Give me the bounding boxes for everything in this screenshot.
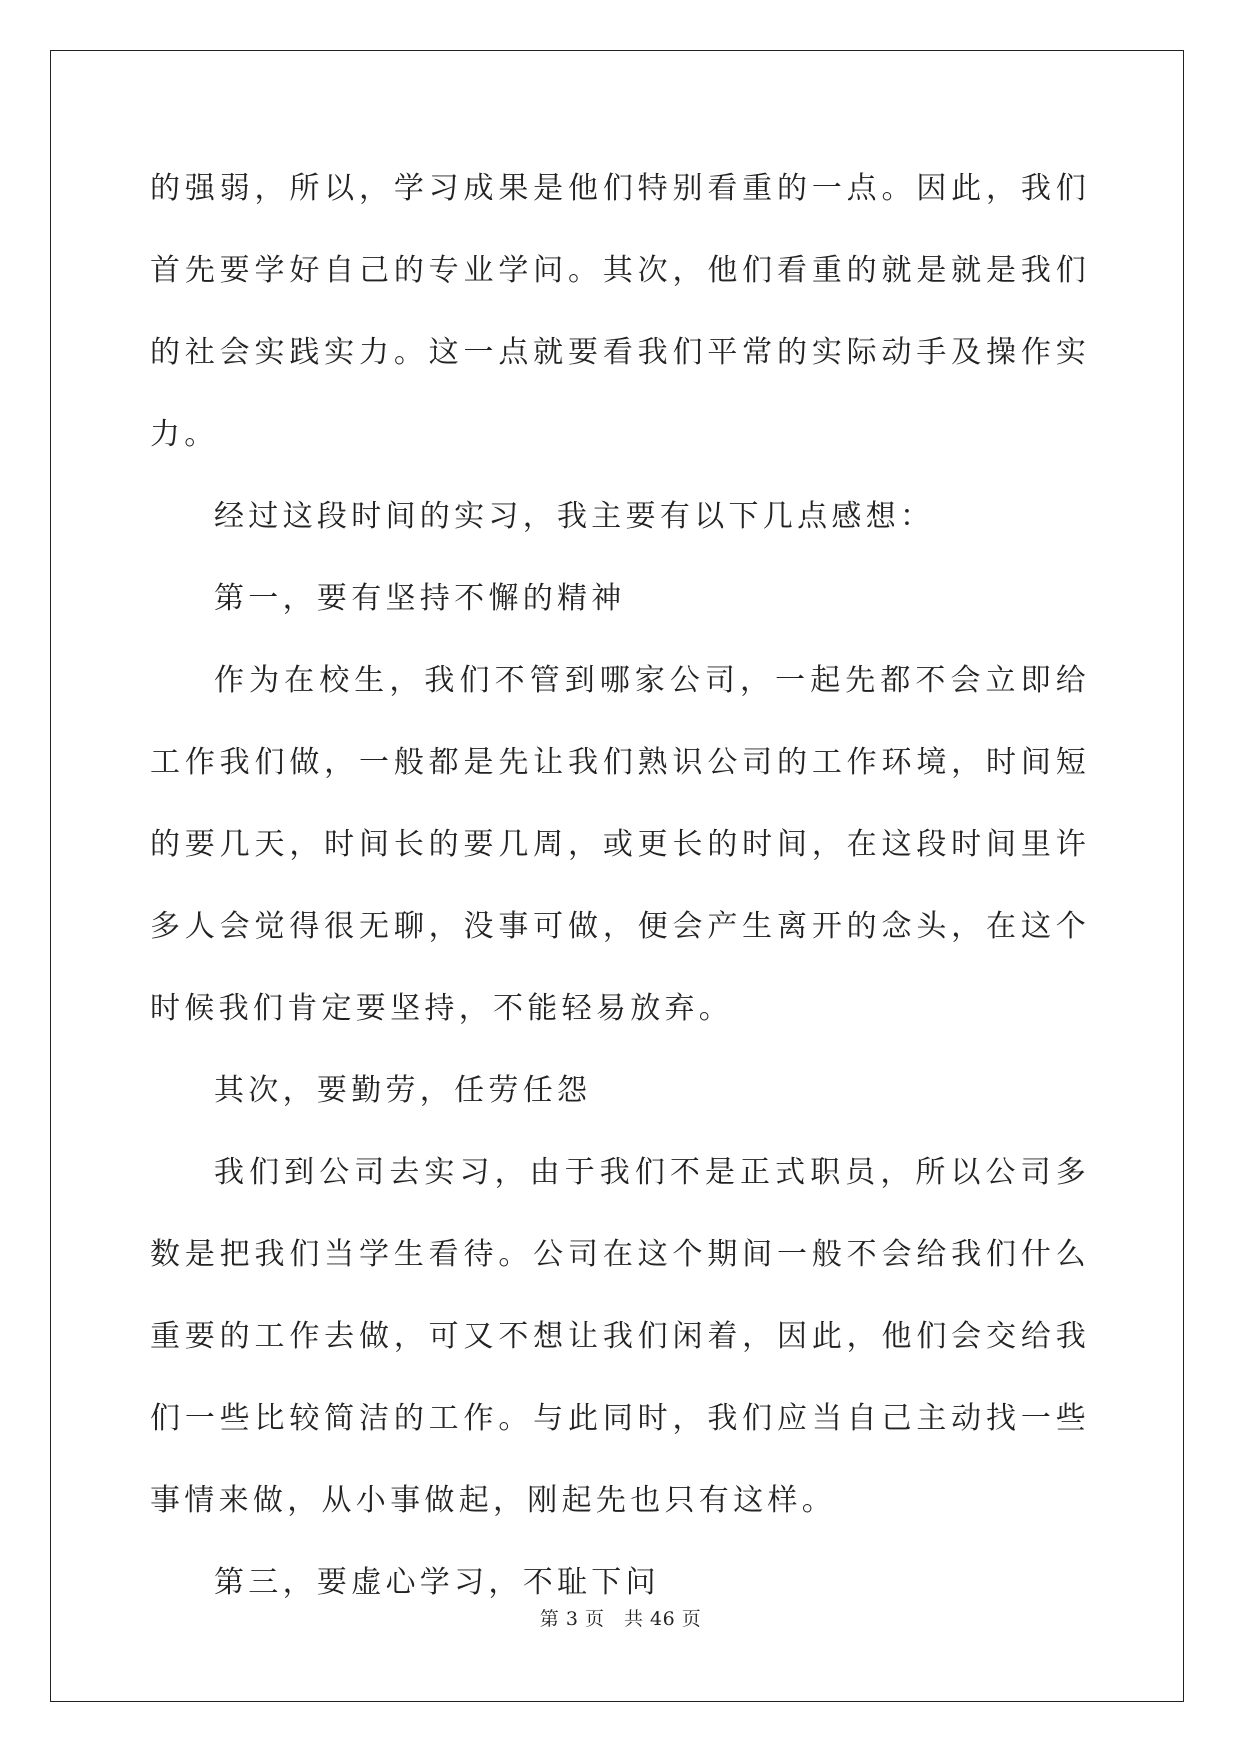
paragraph: 作为在校生，我们不管到哪家公司，一起先都不会立即给工作我们做，一般都是先让我们熟识公司的工作环境，时间短的要几天，时间长的要几周，或更长的时间，在这段时间里许多人会觉得很无聊，没事可做，便会产生离开的念头，在这个时候我们肯定要坚持，不能轻易放弃。 — [150, 663, 1090, 1026]
document-body — [150, 148, 1090, 1624]
section-heading: 第一，要有坚持不懈的精神 — [214, 581, 626, 616]
paragraph: 经过这段时间的实习，我主要有以下几点感想： — [214, 499, 935, 534]
section-heading: 其次，要勤劳，任劳任怨 — [214, 1073, 592, 1108]
paragraph: 的强弱，所以，学习成果是他们特别看重的一点。因此，我们首先要学好自己的专业学问。其次，他们看重的就是就是我们的社会实践实力。这一点就要看我们平常的实际动手及操作实力。 — [150, 171, 1090, 452]
paragraph: 我们到公司去实习，由于我们不是正式职员，所以公司多数是把我们当学生看待。公司在这个期间一般不会给我们什么重要的工作去做，可又不想让我们闲着，因此，他们会交给我们一些比较简洁的工作。与此同时，我们应当自己主动找一些事情来做，从小事做起，刚起先也只有这样。 — [150, 1155, 1090, 1518]
section-heading: 第三，要虚心学习，不耻下问 — [214, 1565, 660, 1600]
page-number-footer: 第 3 页 共 46 页 — [539, 1608, 702, 1630]
